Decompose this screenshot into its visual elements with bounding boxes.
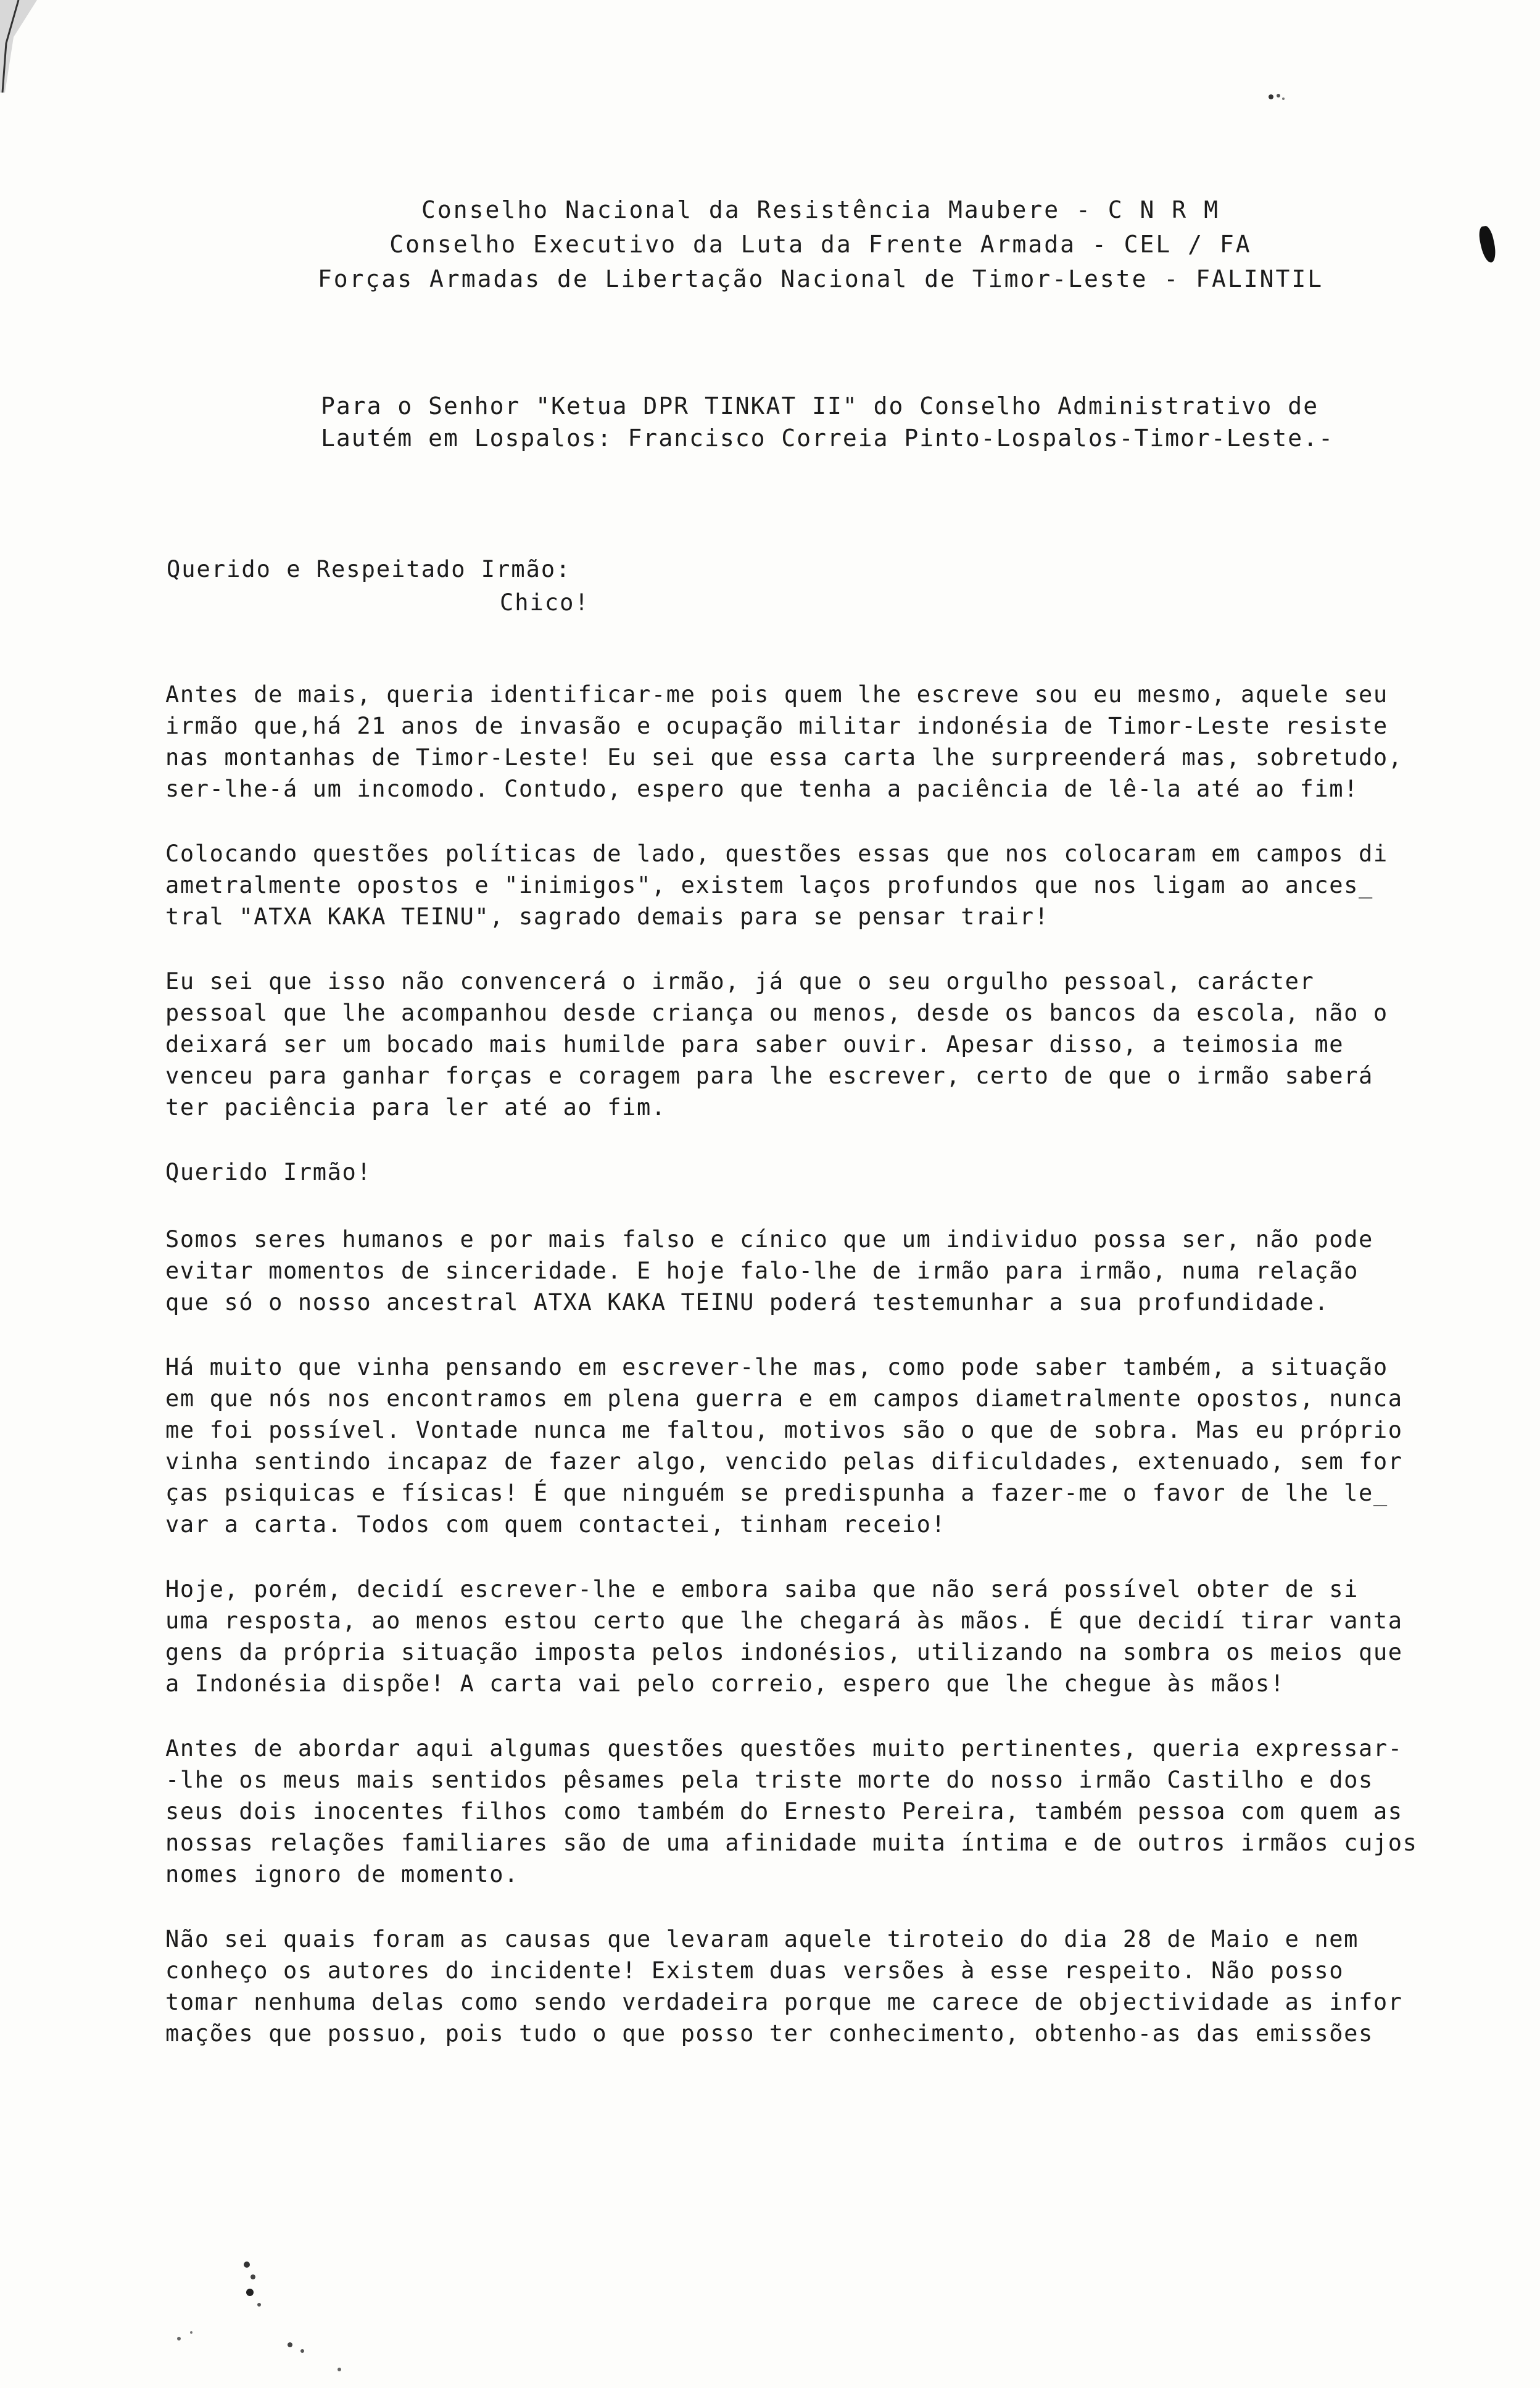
paragraph xyxy=(165,966,1455,1123)
text-line: seus dois inocentes filhos como também do Ernesto Pereira, também pessoa com quem as xyxy=(165,1798,1403,1825)
text-line: Não sei quais foram as causas que levaram aquele tiroteio do dia 28 de Maio e nem xyxy=(165,1926,1359,1952)
paragraph xyxy=(165,679,1455,805)
text-line: Colocando questões políticas de lado, questões essas que nos colocaram em campos di xyxy=(165,840,1388,867)
paragraph xyxy=(165,1156,1455,1188)
text-line: evitar momentos de sinceridade. E hoje falo-lhe de irmão para irmão, numa relação xyxy=(165,1258,1359,1284)
text-line: ser-lhe-á um incomodo. Contudo, espero que tenha a paciência de lê-la até ao fim! xyxy=(165,776,1359,802)
text-line: que só o nosso ancestral ATXA KAKA TEINU poderá testemunhar a sua profundidade. xyxy=(165,1289,1330,1316)
text-line: pessoal que lhe acompanhou desde criança ou menos, desde os bancos da escola, não o xyxy=(165,1000,1388,1026)
scan-corner-mark xyxy=(0,0,56,93)
text-line: deixará ser um bocado mais humilde para saber ouvir. Apesar disso, a teimosia me xyxy=(165,1031,1344,1058)
text-line: Hoje, porém, decidí escrever-lhe e embora saiba que não será possível obter de si xyxy=(165,1576,1359,1602)
paragraph xyxy=(165,1351,1455,1540)
text-line: Antes de abordar aqui algumas questões questões muito pertinentes, queria expressar- xyxy=(165,1735,1403,1762)
text-line: var a carta. Todos com quem contactei, tinham receio! xyxy=(165,1511,946,1538)
text-line: Há muito que vinha pensando em escrever-lhe mas, como pode saber também, a situação xyxy=(165,1354,1388,1380)
addressee-line-2: Lautém em Lospalos: Francisco Correia Pinto-Lospalos-Timor-Leste.- xyxy=(321,425,1334,452)
text-line: Querido Irmão! xyxy=(165,1159,372,1185)
paragraph xyxy=(165,1224,1455,1318)
paragraph xyxy=(165,1573,1455,1699)
text-line: ter paciência para ler até ao fim. xyxy=(165,1094,666,1121)
text-line: ças psiquicas e físicas! É que ninguém se predispunha a fazer-me o favor de lhe le_ xyxy=(165,1480,1388,1506)
text-line: a Indonésia dispõe! A carta vai pelo correio, espero que lhe chegue às mãos! xyxy=(165,1670,1285,1697)
paragraph xyxy=(165,1923,1455,2049)
paragraph xyxy=(165,1733,1455,1890)
text-line: nossas relações familiares são de uma afinidade muita íntima e de outros irmãos cujos xyxy=(165,1830,1418,1856)
letterhead-line-2: Conselho Executivo da Luta da Frente Armada - CEL / FA xyxy=(389,231,1252,258)
letterhead xyxy=(296,193,1345,296)
text-line: -lhe os meus mais sentidos pêsames pela triste morte do nosso irmão Castilho e dos xyxy=(165,1767,1373,1793)
text-line: tomar nenhuma delas como sendo verdadeira porque me carece de objectividade as infor xyxy=(165,1989,1403,2015)
text-line: Antes de mais, queria identificar-me pois quem lhe escreve sou eu mesmo, aquele seu xyxy=(165,681,1388,708)
salutation-name: Chico! xyxy=(500,589,590,616)
letterhead-line-3: Forças Armadas de Libertação Nacional de Timor-Leste - FALINTIL xyxy=(317,265,1324,292)
letterhead-line-1: Conselho Nacional da Resistência Maubere - C N R M xyxy=(421,196,1220,223)
text-line: nas montanhas de Timor-Leste! Eu sei que essa carta lhe surpreenderá mas, sobretudo, xyxy=(165,744,1403,771)
text-line: irmão que,há 21 anos de invasão e ocupação militar indonésia de Timor-Leste resiste xyxy=(165,713,1388,739)
text-line: me foi possível. Vontade nunca me faltou, motivos são o que de sobra. Mas eu próprio xyxy=(165,1417,1403,1443)
text-line: nomes ignoro de momento. xyxy=(165,1861,520,1888)
text-line: ametralmente opostos e "inimigos", existem laços profundos que nos ligam ao ances_ xyxy=(165,872,1373,898)
text-line: em que nós nos encontramos em plena guerra e em campos diametralmente opostos, nunca xyxy=(165,1385,1403,1412)
paragraph xyxy=(165,838,1455,932)
letter-body xyxy=(165,679,1455,2083)
text-line: Eu sei que isso não convencerá o irmão, já que o seu orgulho pessoal, carácter xyxy=(165,968,1315,995)
salutation-line-1: Querido e Respeitado Irmão: xyxy=(167,556,571,582)
text-line: conheço os autores do incidente! Existem duas versões à esse respeito. Não posso xyxy=(165,1957,1344,1984)
text-line: uma resposta, ao menos estou certo que lhe chegará às mãos. É que decidí tirar vanta xyxy=(165,1607,1403,1634)
scan-smudge-mark xyxy=(154,2246,376,2382)
text-line: vinha sentindo incapaz de fazer algo, vencido pelas dificuldades, extenuado, sem for xyxy=(165,1448,1403,1475)
addressee-block xyxy=(321,390,1382,454)
salutation xyxy=(167,553,590,620)
text-line: mações que possuo, pois tudo o que posso ter conhecimento, obtenho-as das emissões xyxy=(165,2020,1373,2047)
ink-blot-mark xyxy=(1477,225,1498,263)
scan-speck-mark xyxy=(1265,90,1290,104)
text-line: venceu para ganhar forças e coragem para lhe escrever, certo de que o irmão saberá xyxy=(165,1063,1373,1089)
text-line: Somos seres humanos e por mais falso e cínico que um individuo possa ser, não pode xyxy=(165,1226,1373,1253)
text-line: tral "ATXA KAKA TEINU", sagrado demais para se pensar trair! xyxy=(165,903,1049,930)
addressee-line-1: Para o Senhor "Ketua DPR TINKAT II" do Conselho Administrativo de xyxy=(321,392,1319,420)
text-line: gens da própria situação imposta pelos indonésios, utilizando na sombra os meios que xyxy=(165,1639,1403,1665)
